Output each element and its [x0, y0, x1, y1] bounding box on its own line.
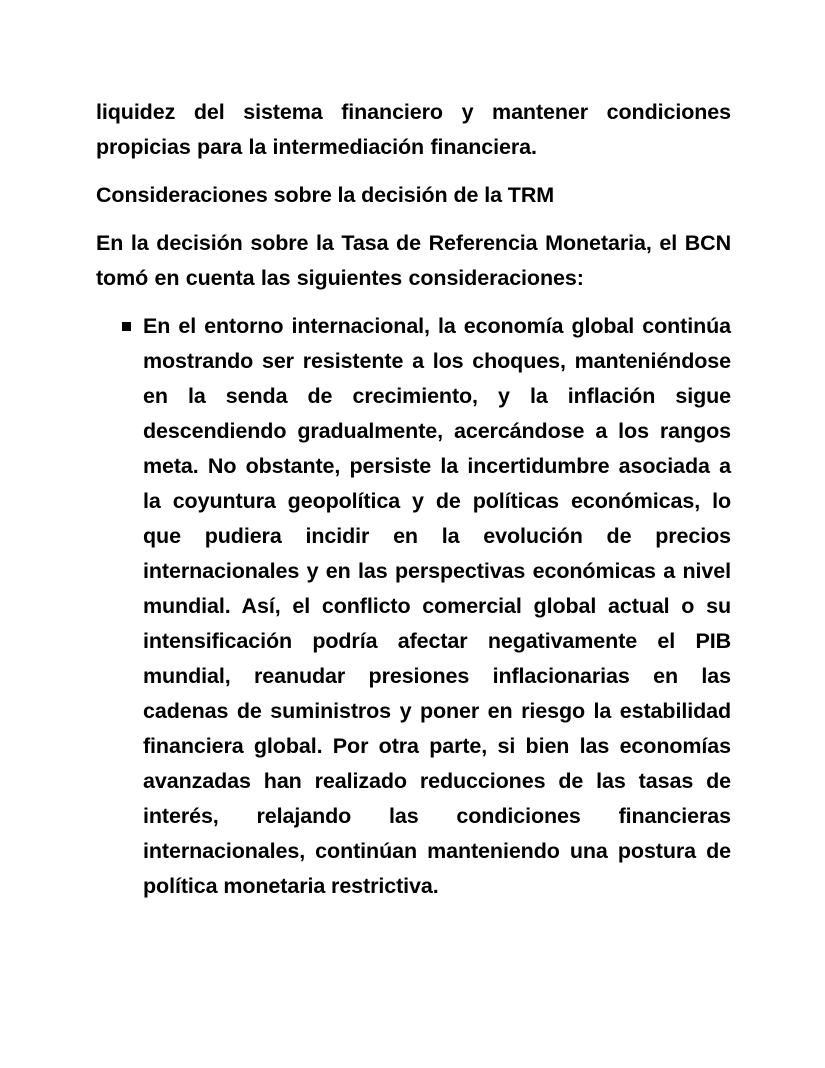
bullet-entorno-internacional: En el entorno internacional, la economía global continúa mostrando ser resistente a los choques, manteniéndose en la senda de crecimiento, y la inflación sigue descendiendo gradualmente, acercándose a los rangos meta. No obstante, persiste la incertidumbre asociada a la coyuntura geopolítica y de políticas económicas, lo que pudiera incidir en la evolución de precios internacionales y en las perspectivas económicas a nivel mundial. Así, el conflicto comercial global actual o su intensificación podría afectar negativamente el PIB mundial, reanudar presiones inflacionarias en las cadenas de suministros y poner en riesgo la estabilidad financiera global. Por otra parte, si bien las economías avanzadas han realizado reducciones de las tasas de interés, relajando las condiciones financieras internacionales, continúan manteniendo una postura de política monetaria restrictiva. [143, 314, 731, 898]
considerations-bullet-list [96, 309, 731, 904]
list-item [96, 309, 731, 904]
paragraph-liquidez: liquidez del sistema financiero y mantener condiciones propicias para la intermediación financiera. [96, 100, 731, 159]
paragraph-decision-trm: En la decisión sobre la Tasa de Referencia Monetaria, el BCN tomó en cuenta las siguientes consideraciones: [96, 231, 731, 290]
heading-consideraciones: Consideraciones sobre la decisión de la TRM [96, 183, 555, 207]
document-content [96, 95, 731, 917]
square-bullet-icon [122, 322, 131, 331]
